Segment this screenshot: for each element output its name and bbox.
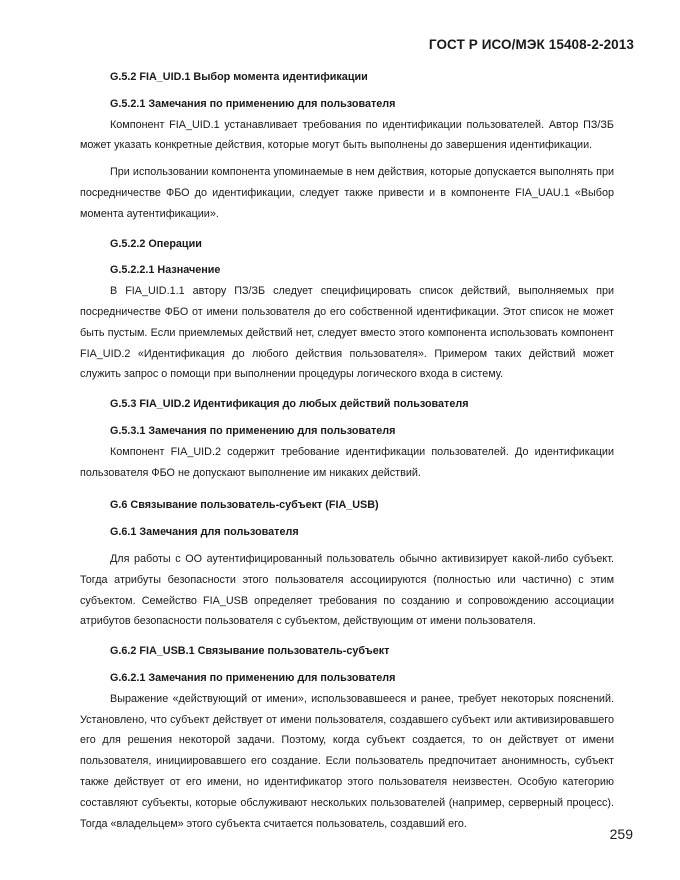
section-heading: G.6 Связывание пользователь-субъект (FIA_USB)	[110, 499, 379, 512]
page-number: 259	[609, 826, 633, 842]
standard-header: ГОСТ Р ИСО/МЭК 15408-2-2013	[428, 37, 634, 52]
document-body	[80, 67, 614, 834]
section-heading: G.5.2.1 Замечания по применению для пользователя	[110, 97, 396, 110]
section-heading: G.5.3 FIA_UID.2 Идентификация до любых действий пользователя	[110, 398, 469, 411]
section-heading: G.6.2.1 Замечания по применению для пользователя	[110, 671, 396, 684]
section-heading: G.6.2 FIA_USB.1 Связывание пользователь-субъект	[110, 645, 390, 658]
body-paragraph: В FIA_UID.1.1 автору ПЗ/ЗБ следует специфицировать список действий, выполняемых при посредничестве ФБО от имени пользователя до его собственной идентификации. Этот список не может быть пустым. Если приемлемых действий нет, следует вместо этого компонента использовать компонент FIA_UID.2 «Идентификация до любого действия пользователя». Примером таких действий может служить запрос о помощи при выполнении процедуры логического входа в систему.	[80, 285, 614, 381]
body-paragraph: При использовании компонента упоминаемые в нем действия, которые допускается выполнять при посредничестве ФБО до идентификации, следует также привести и в компоненте FIA_UAU.1 «Выбор момента аутентификации».	[80, 166, 614, 220]
section-heading: G.5.2 FIA_UID.1 Выбор момента идентификации	[110, 71, 368, 83]
section-heading: G.5.2.2.1 Назначение	[110, 264, 221, 277]
body-paragraph: Выражение «действующий от имени», использовавшееся и ранее, требует некоторых пояснений. Установлено, что субъект действует от имени пользователя, создавшего субъект или активизировавшего его для решения некоторой задачи. Поэтому, когда субъект создается, то он действует от имени пользователя, инициировавшего его создание. Если пользователь предпочитает анонимность, субъект также действует от его имени, но идентификатор этого пользователя неизвестен. Особую категорию составляют субъекты, которые обслуживают нескольких пользователей (например, серверный процесс). Тогда «владельцем» этого субъекта считается пользователь, создавший его.	[80, 692, 614, 830]
section-heading: G.5.3.1 Замечания по применению для пользователя	[110, 424, 396, 437]
section-heading: G.6.1 Замечания для пользователя	[110, 526, 299, 539]
section-heading: G.5.2.2 Операции	[110, 237, 202, 250]
body-paragraph: Для работы с ОО аутентифицированный пользователь обычно активизирует какой-либо субъект. Тогда атрибуты безопасности этого пользователя ассоциируются (полностью или частично) с этим субъектом. Семейство FIA_USB определяет требования по созданию и сопровождению ассоциации атрибутов безопасности пользователя с субъектом, действующим от имени пользователя.	[80, 552, 614, 628]
body-paragraph: Компонент FIA_UID.1 устанавливает требования по идентификации пользователей. Автор ПЗ/ЗБ может указать конкретные действия, которые могут быть выполнены до завершения идентификации.	[80, 118, 614, 152]
body-paragraph: Компонент FIA_UID.2 содержит требование идентификации пользователей. До идентификации пользователя ФБО не допускают выполнение им никаких действий.	[80, 445, 614, 479]
